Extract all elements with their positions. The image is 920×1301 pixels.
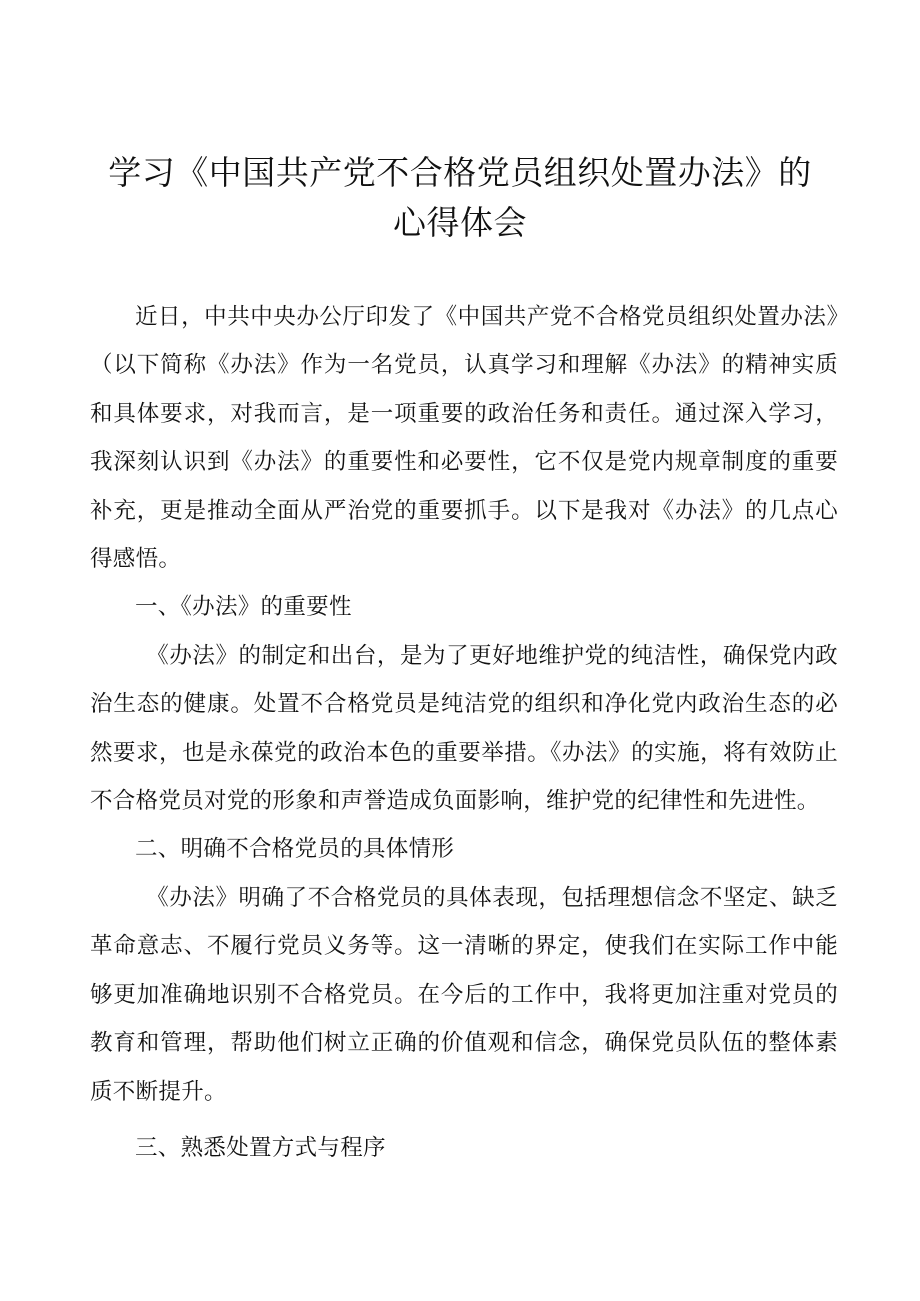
document-body (90, 293, 838, 1172)
section-heading-3: 三、熟悉处置方式与程序 (135, 1134, 386, 1161)
title-line-2: 心得体会 (393, 203, 527, 242)
section-heading-2: 二、明确不合格党员的具体情形 (135, 836, 455, 863)
title-line-1: 学习《中国共产党不合格党员组织处置办法》的 (108, 153, 812, 192)
section-paragraph-2: 《办法》明确了不合格党员的具体表现，包括理想信念不坚定、缺乏革命意志、不履行党员义务等。这一清晰的界定，使我们在实际工作中能够更加准确地识别不合格党员。在今后的工作中，我将更加注重对党员的教育和管理，帮助他们树立正确的价值观和信念，确保党员队伍的整体素质不断提升。 (90, 884, 838, 1105)
intro-paragraph: 近日，中共中央办公厅印发了《中国共产党不合格党员组织处置办法》（以下简称《办法》作为一名党员，认真学习和理解《办法》的精神实质和具体要求，对我而言，是一项重要的政治任务和责任。通过深入学习，我深刻认识到《办法》的重要性和必要性，它不仅是党内规章制度的重要补充，更是推动全面从严治党的重要抓手。以下是我对《办法》的几点心得感悟。 (90, 304, 838, 573)
section-heading-1: 一、《办法》的重要性 (135, 594, 352, 621)
section-paragraph-1: 《办法》的制定和出台，是为了更好地维护党的纯洁性，确保党内政治生态的健康。处置不合格党员是纯洁党的组织和净化党内政治生态的必然要求，也是永葆党的政治本色的重要举措。《办法》的实施，将有效防止不合格党员对党的形象和声誉造成负面影响，维护党的纪律性和先进性。 (90, 642, 838, 815)
document-title (90, 148, 830, 248)
